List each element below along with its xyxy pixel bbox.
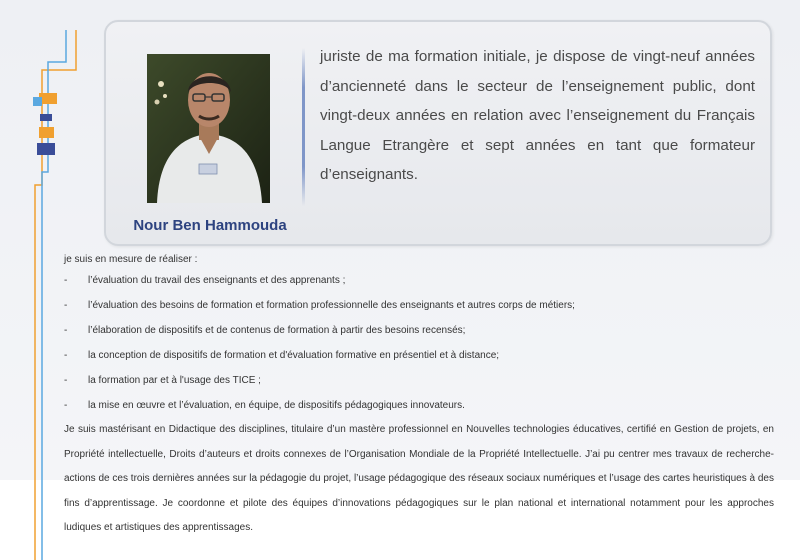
- deco-square-navy: [37, 143, 55, 155]
- bullet-dash: -: [64, 325, 68, 336]
- bullet-dash: -: [64, 300, 68, 311]
- list-item-text: l’évaluation des besoins de formation et formation professionnelle des enseignants et autres corps de métiers;: [88, 300, 575, 311]
- list-item-text: la mise en œuvre et l’évaluation, en équipe, de dispositifs pédagogiques innovateurs.: [88, 400, 465, 411]
- deco-square-navy: [40, 114, 52, 121]
- bullet-dash: -: [64, 375, 68, 386]
- bullet-dash: -: [64, 275, 68, 286]
- vertical-divider: [302, 48, 305, 206]
- list-item-text: la formation par et à l'usage des TICE ;: [88, 375, 261, 386]
- skills-list: [64, 268, 774, 418]
- deco-square-orange: [39, 127, 54, 138]
- list-item: [64, 368, 774, 393]
- qualifications-paragraph: Je suis mastérisant en Didactique des disciplines, titulaire d’un mastère professionnel en Nouvelles technologies éducatives, certifié en Gestion de projets, en Propriété intellectuelle, Droits d’auteurs et droits connexes de l’Organisation Mondiale de la Propriété Intellectuelle. J’ai pu centrer mes travaux de recherche-actions de ces trois dernières années sur la pédagogie du projet, l’usage pédagogique des réseaux sociaux numériques et l’usage des cartes heuristiques à des fins d’apprentissage. Je coordonne et pilote des équipes d’innovations pédagogiques sur le plan national et international notamment pour les approches ludiques et artistiques des apprentissages.: [64, 424, 774, 533]
- deco-square-blue: [33, 97, 42, 106]
- person-name: Nour Ben Hammouda: [133, 217, 287, 234]
- bio-text: juriste de ma formation initiale, je dispose de vingt-neuf années d’ancienneté dans le secteur de l’enseignement public, dont vingt-deux années en relation avec l’enseignement du Français Langue Etrangère et sept années en tant que formateur d’enseignants.: [320, 48, 755, 183]
- bullet-dash: -: [64, 350, 68, 361]
- list-item-text: l’élaboration de dispositifs et de contenus de formation à partir des besoins recensés;: [88, 325, 466, 336]
- main-content: [64, 252, 774, 541]
- list-item: [64, 268, 774, 293]
- bullet-dash: -: [64, 400, 68, 411]
- list-item: [64, 318, 774, 343]
- skills-intro: je suis en mesure de réaliser :: [64, 254, 198, 265]
- profile-photo: [147, 54, 270, 203]
- list-item-text: la conception de dispositifs de formation et d'évaluation formative en présentiel et à distance;: [88, 350, 500, 361]
- list-item: [64, 393, 774, 418]
- list-item: [64, 343, 774, 368]
- list-item: [64, 293, 774, 318]
- list-item-text: l’évaluation du travail des enseignants et des apprenants ;: [88, 275, 346, 286]
